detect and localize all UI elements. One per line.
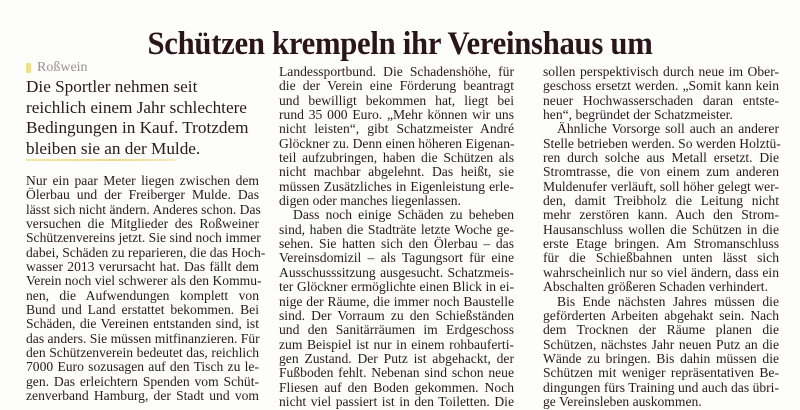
text-line: Landessportbund. Die Schadenshöhe, für xyxy=(279,64,514,79)
text-line: Schützen mit weniger repräsentativen Be- xyxy=(543,365,779,381)
text-line: müssen Zusätzliches in Eigenleistung erle- xyxy=(279,178,514,194)
text-line: zenverband Hamburg, der Stadt und vom xyxy=(26,388,259,404)
text-line: teil aufzubringen, haben die Schützen als xyxy=(279,150,514,166)
text-line: ge Vereinsleben auskommen. xyxy=(543,393,702,409)
text-line: Muldenufer verläuft, soll höher gelegt wer- xyxy=(543,178,779,194)
text-line: Bis Ende nächsten Jahres müssen die xyxy=(557,293,779,309)
text-line: Abschalten größeren Schaden verhindert. xyxy=(543,279,768,295)
text-line: Hausanschluss wollen die Schützen in die xyxy=(543,221,779,237)
text-line: sehen. Sie hatten sich den Ölerbau – das xyxy=(279,236,514,252)
text-line: nicht machbar abgelehnt. Das heißt, sie xyxy=(279,164,514,180)
text-line: Ausschusssitzung ausgesucht. Schatzmeis- xyxy=(279,264,514,280)
text-line: nicht viel passiert ist in den Toiletten. Die xyxy=(279,393,514,409)
text-line: Bund und Land erstattet bekommen. Bei xyxy=(26,302,259,318)
text-line: geschoss ersetzt werden. „Somit kann kein xyxy=(543,78,779,94)
text-line: Stromtrasse, die von einem zum anderen xyxy=(543,164,779,180)
text-line: Ölerbau und der Freiberger Mulde. Das xyxy=(26,187,259,203)
text-line: gen. Das erleichtern Spenden vom Schüt- xyxy=(26,373,259,389)
text-line: sind, haben die Stadträte letzte Woche ge- xyxy=(279,221,514,237)
article-column-2 xyxy=(279,65,514,409)
text-line: neuer Hochwasserschaden daran entste- xyxy=(543,92,779,108)
text-line: dingungen fürs Training und auch das übri- xyxy=(543,379,779,395)
text-line: Dass noch einige Schäden zu beheben xyxy=(293,207,514,223)
text-line: geförderten Arbeiten abgehakt sein. Nach xyxy=(543,307,779,323)
teaser-line: Bedingungen in Kauf. Trotzdem xyxy=(26,118,249,137)
text-line: den Schützenverein bedeutet das, reichlich xyxy=(26,345,259,361)
text-line: ter Glöckner ermöglichte einen Blick in ei- xyxy=(279,279,514,295)
text-line: Schützen, nächstes Jahr neuen Putz an die xyxy=(543,336,779,352)
text-line: digen oder manches liegenlassen. xyxy=(279,193,461,209)
text-line: Nur ein paar Meter liegen zwischen dem xyxy=(26,173,259,188)
teaser-line: Die Sportler nehmen seit xyxy=(26,77,198,96)
text-line: gen Zustand. Der Putz ist abgehackt, der xyxy=(279,350,514,366)
teaser-text xyxy=(26,77,266,159)
text-line: erste Etage bringen. Am Stromanschluss xyxy=(543,236,779,252)
text-line: mehr zerstören kann. Auch den Strom- xyxy=(543,207,779,223)
text-line: sind. Der Vorraum zu den Schießständen xyxy=(279,307,514,323)
text-line: Stelle betrieben werden. So werden Holztü- xyxy=(543,135,781,151)
text-line: Verein noch viel schwerer als den Kommu- xyxy=(26,273,262,289)
text-line: das anders. Sie müssen mitfinanzieren. Für xyxy=(26,330,260,346)
text-line: zum Beispiel ist nur in einem rohbauferti- xyxy=(279,336,514,352)
article-teaser xyxy=(26,60,266,159)
text-line: für die Schießbahnen unten lässt sich xyxy=(543,250,779,266)
dateline-location: Roßwein xyxy=(37,60,88,75)
text-line: sollen perspektivisch durch neue im Ober- xyxy=(543,64,779,79)
text-line: versuchen die Mitglieder des Roßweiner xyxy=(26,216,259,232)
text-line: rund 35 000 Euro. „Mehr können wir uns xyxy=(279,107,514,123)
dateline xyxy=(26,60,266,76)
text-line: dabei, Schäden zu reparieren, die das Hoch- xyxy=(26,244,266,260)
text-line: Wände zu bringen. Bis dahin müssen die xyxy=(543,350,779,366)
text-line: Schäden, die Vereinen entstanden sind, ist xyxy=(26,316,259,332)
teaser-line: bleiben sie an der Mulde. xyxy=(26,138,201,158)
text-line: hen“, begründet der Schatzmeister. xyxy=(543,107,733,123)
text-line: Fliesen auf den Boden gekommen. Noch xyxy=(279,379,514,395)
text-line: nige der Räume, die immer noch Baustelle xyxy=(279,293,514,309)
text-line: nicht leisten“, gibt Schatzmeister André xyxy=(279,121,514,137)
text-line: Ähnliche Vorsorge soll auch an anderer xyxy=(557,121,779,137)
text-line: 7000 Euro sozusagen auf den Tisch zu le- xyxy=(26,359,259,375)
text-line: wahrscheinlich nur so viel ändern, dass ein xyxy=(543,264,779,280)
text-line: Vereinsdomizil – als Tagungsort für eine xyxy=(279,250,514,266)
text-line: Schützenvereins jetzt. Sie sind noch immer xyxy=(26,230,261,246)
article-column-1 xyxy=(26,173,266,404)
text-line: die der Verein eine Förderung beantragt xyxy=(279,78,514,94)
text-line: dem Trocknen der Räume planen die xyxy=(543,322,779,338)
text-line: und den Sanitärräumen im Erdgeschoss xyxy=(279,322,514,338)
text-line: ren durch solche aus Metall ersetzt. Die xyxy=(543,150,779,166)
text-line: den, damit Treibholz die Leitung nicht xyxy=(543,193,779,209)
dateline-marker-icon xyxy=(26,63,31,73)
text-line: nen, die Aufwendungen komplett von xyxy=(26,287,259,303)
text-line: Fußboden fehlt. Nebenan sind schon neue xyxy=(279,365,514,381)
text-line: und bewilligt bekommen hat, liegt bei xyxy=(279,92,514,108)
text-line: lässt sich nicht ändern. Anderes schon. Das xyxy=(26,201,261,217)
text-line: wasser 2013 verursacht hat. Das fällt dem xyxy=(26,259,259,275)
text-line: Glöckner zu. Denn einen höheren Eigenan- xyxy=(279,135,515,151)
teaser-separator xyxy=(26,159,176,161)
article-headline: Schützen krempeln ihr Vereinshaus um xyxy=(147,26,653,63)
article-column-3 xyxy=(543,65,779,409)
teaser-line: reichlich einem Jahr schlechtere xyxy=(26,97,247,117)
